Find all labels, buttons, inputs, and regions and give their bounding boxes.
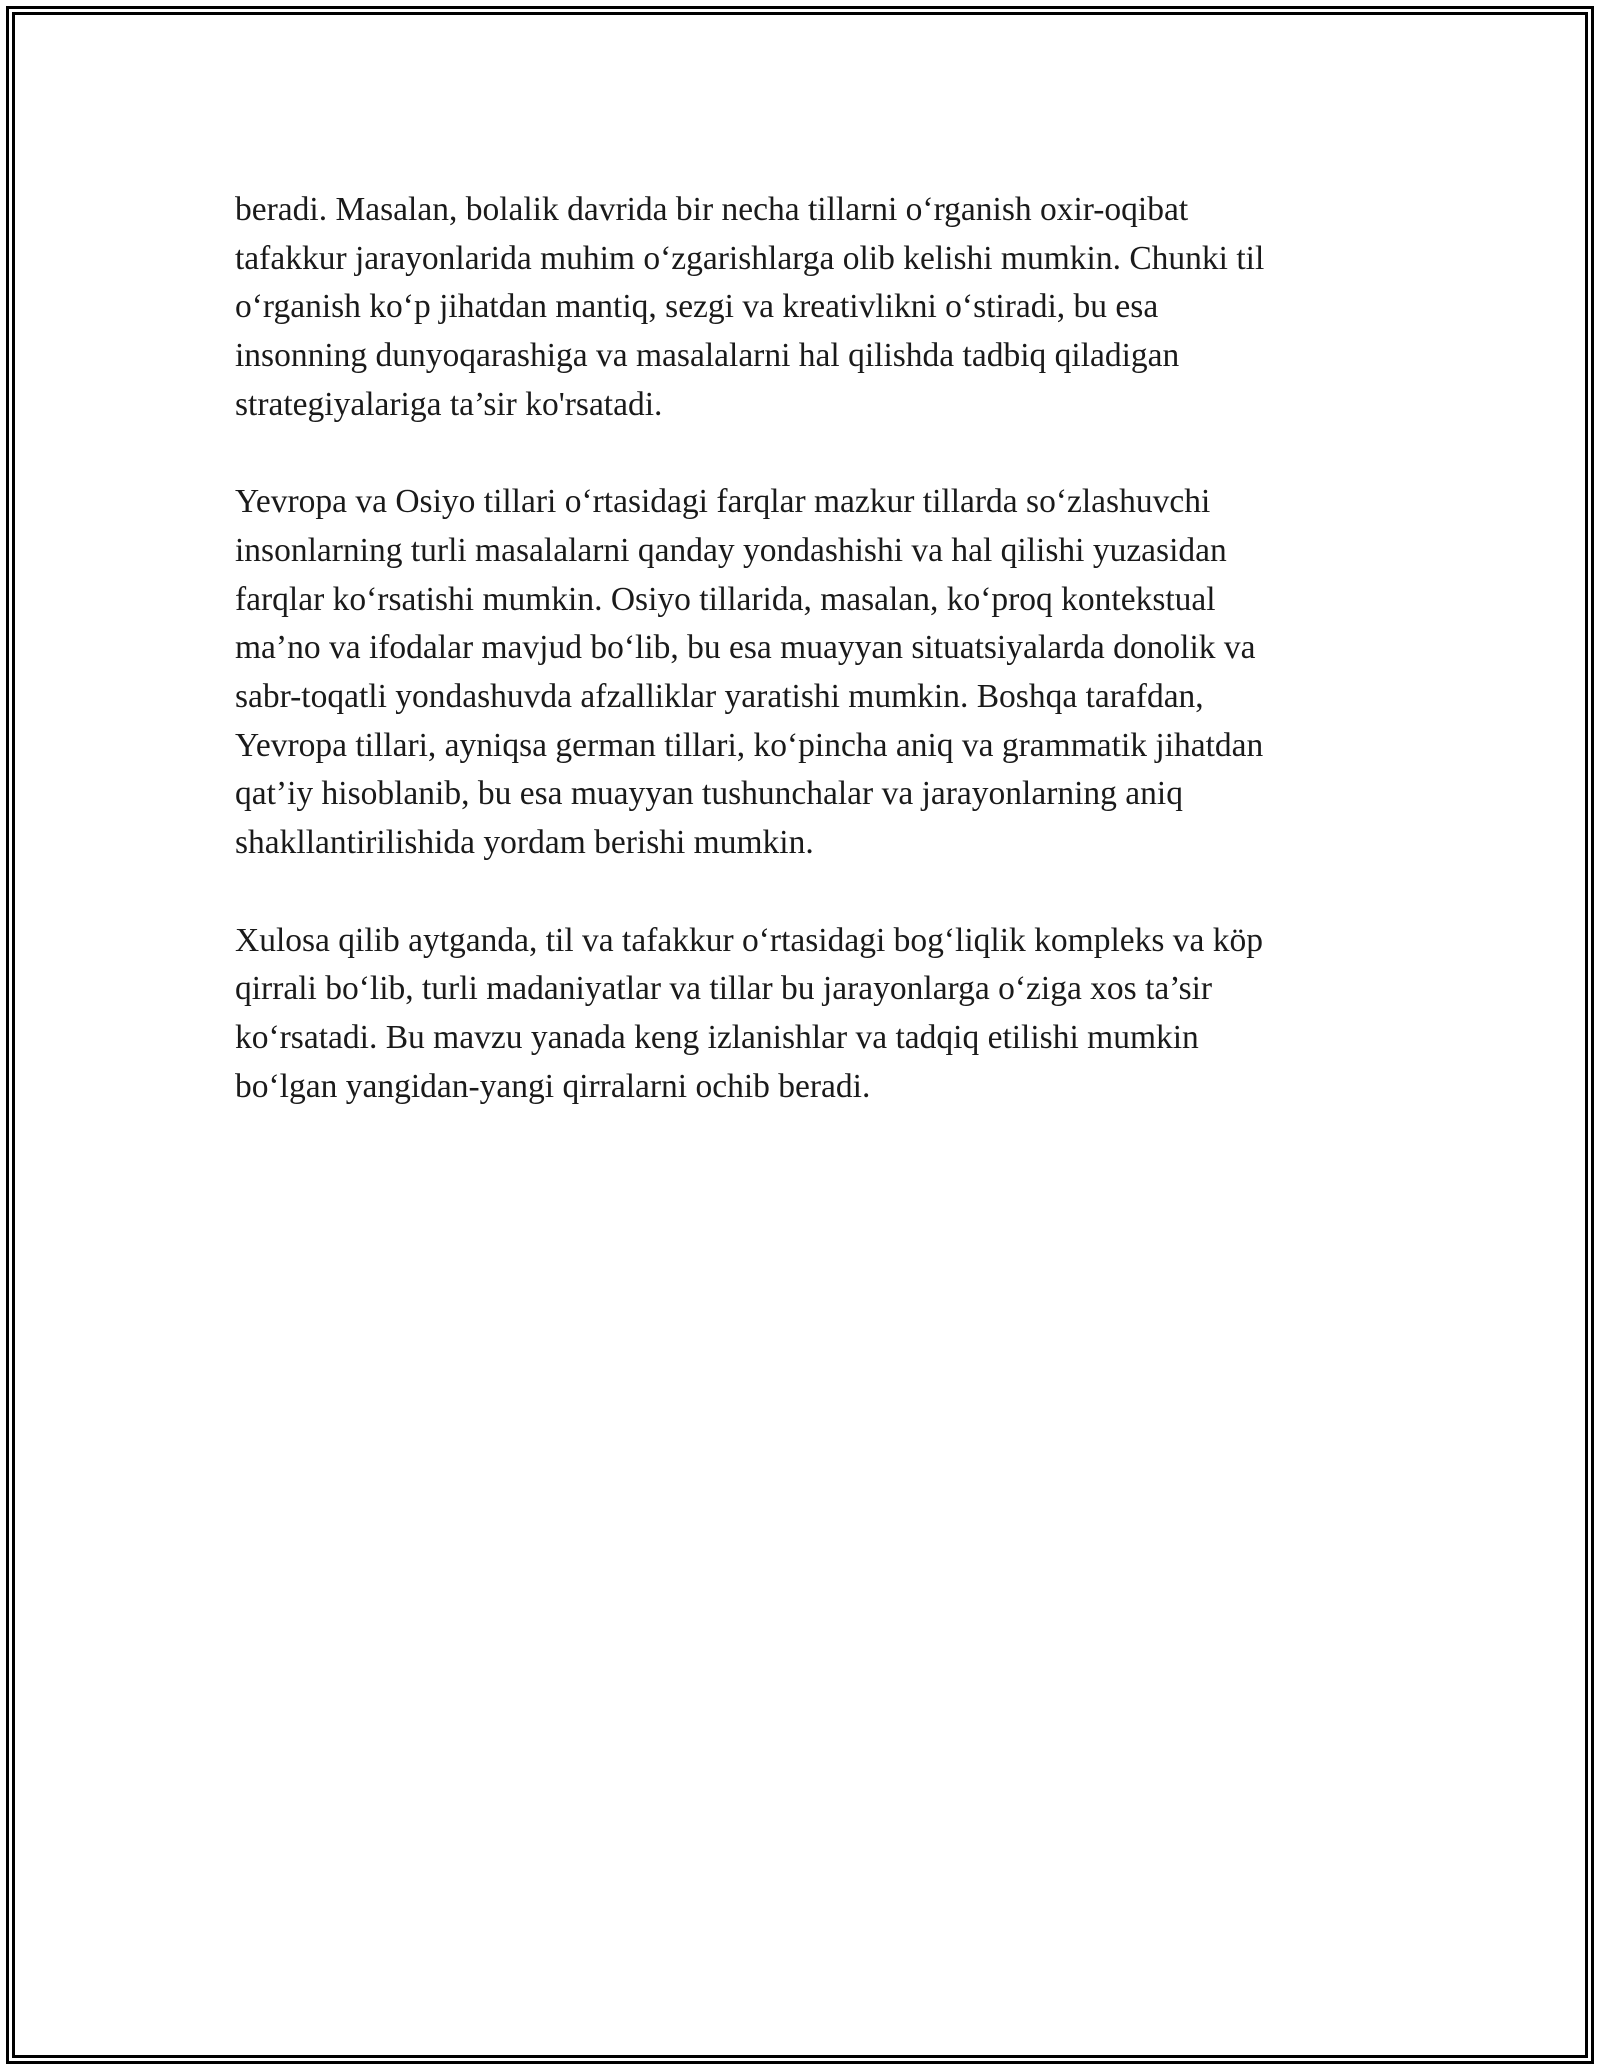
text-line: bo‘lgan yangidan-yangi qirralarni ochib beradi. [235,1067,871,1105]
text-line: farqlar ko‘rsatishi mumkin. Osiyo tillarida, masalan, ko‘proq kontekstual [235,580,1216,618]
text-line: insonning dunyoqarashiga va masalalarni hal qilishda tadbiq qiladigan [235,337,1180,375]
text-line: qat’iy hisoblanib, bu esa muayyan tushunchalar va jarayonlarning aniq [235,775,1183,813]
text-line: Yevropa va Osiyo tillari o‘rtasidagi farqlar mazkur tillarda so‘zlashuvchi [235,483,1211,521]
text-line: ko‘rsatadi. Bu mavzu yanada keng izlanishlar va tadqiq etilishi mumkin [235,1018,1199,1056]
text-line: shakllantirilishida yordam berishi mumkin. [235,824,814,862]
text-line: insonlarning turli masalalarni qanday yondashishi va hal qilishi yuzasidan [235,531,1227,569]
text-line: beradi. Masalan, bolalik davrida bir necha tillarni o‘rganish oxir-oqibat [235,191,1189,228]
text-line: qirrali bo‘lib, turli madaniyatlar va tillar bu jarayonlarga o‘ziga xos ta’sir [235,970,1213,1008]
text-line: o‘rganish ko‘p jihatdan mantiq, sezgi va kreativlikni o‘stiradi, bu esa [235,288,1159,326]
text-line: strategiyalariga ta’sir ko'rsatadi. [235,385,663,423]
text-line: tafakkur jarayonlarida muhim o‘zgarishlarga olib kelishi mumkin. Chunki til [235,239,1265,277]
text-line: Yevropa tillari, ayniqsa german tillari, ko‘pincha aniq va grammatik jihatdan [235,726,1264,764]
paragraph-3 [235,917,1385,1112]
paragraph-1 [235,186,1385,430]
document-body [235,186,1385,1160]
text-line: sabr-toqatli yondashuvda afzalliklar yaratishi mumkin. Boshqa tarafdan, [235,678,1204,716]
text-line: Xulosa qilib aytganda, til va tafakkur o‘rtasidagi bog‘liqlik kompleks va köp [235,921,1264,959]
paragraph-2 [235,478,1385,868]
text-line: ma’no va ifodalar mavjud bo‘lib, bu esa muayyan situatsiyalarda donolik va [235,629,1256,667]
